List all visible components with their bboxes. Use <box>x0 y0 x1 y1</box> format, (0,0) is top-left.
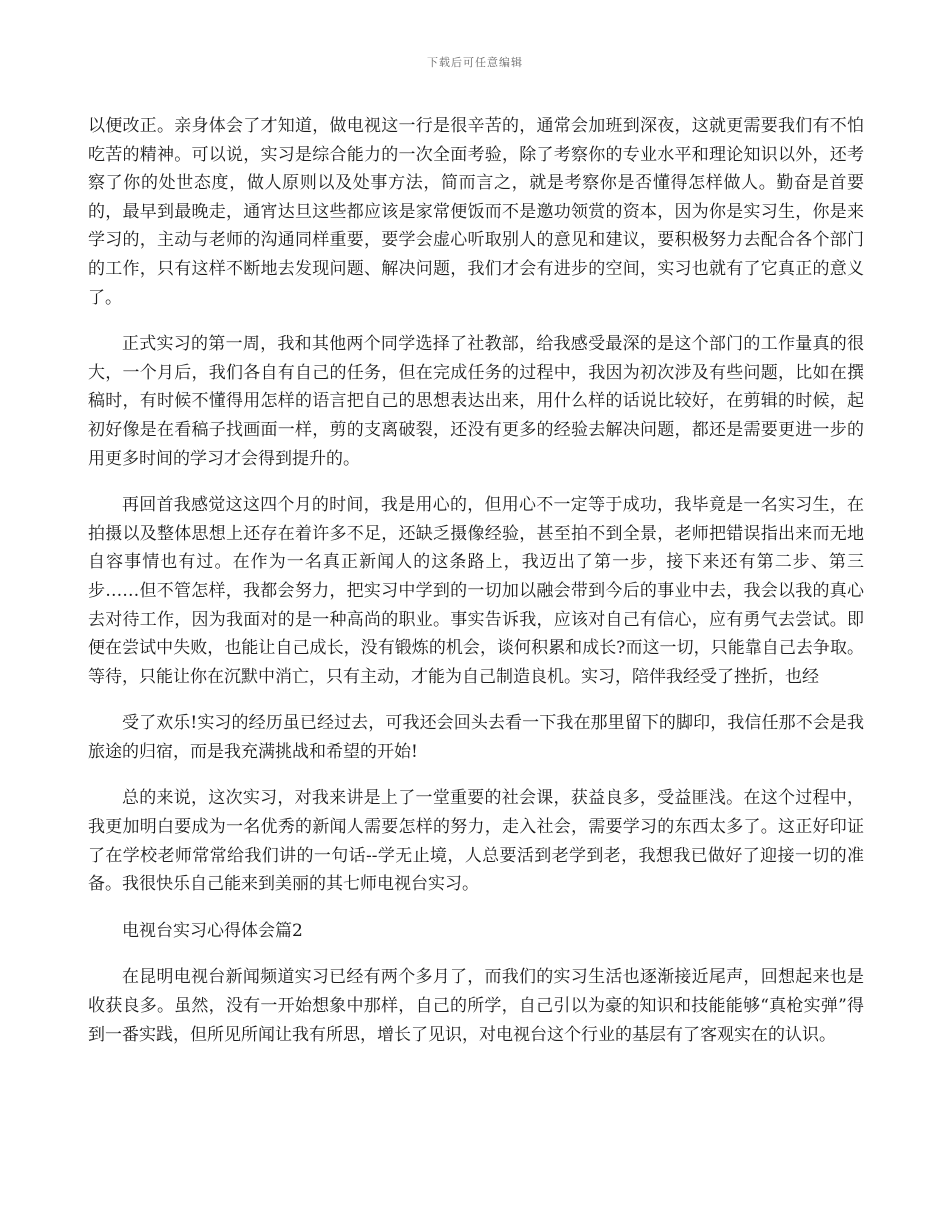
section-heading: 电视台实习心得体会篇2 <box>122 920 303 941</box>
paragraph-3: 再回首我感觉这这四个月的时间，我是用心的，但用心不一定等于成功，我毕竟是一名实习生，在拍摄以及整体思想上还存在着许多不足，还缺乏摄像经验，甚至拍不到全景，老师把错误指出来而无地自容事情也有过。在作为一名真正新闻人的这条路上，我迈出了第一步，接下来还有第二步、第三步……但不管怎样，我都会努力，把实习中学到的一切加以融会带到今后的事业中去，我会以我的真心去对待工作，因为我面对的是一种高尚的职业。事实告诉我，应该对自己有信心，应有勇气去尝试。即便在尝试中失败，也能让自己成长，没有锻炼的机会，谈何积累和成长?而这一切，只能靠自己去争取。等待，只能让你在沉默中消亡，只有主动，才能为自己制造良机。实习，陪伴我经受了挫折，也经 <box>88 495 864 687</box>
paragraph-2: 正式实习的第一周，我和其他两个同学选择了社教部，给我感受最深的是这个部门的工作量真的很大，一个月后，我们各自有自己的任务，但在完成任务的过程中，我因为初次涉及有些问题，比如在撰稿时，有时候不懂得用怎样的语言把自己的思想表达出来，用什么样的话说比较好，在剪辑的时候，起初好像是在看稿子找画面一样，剪的支离破裂，还没有更多的经验去解决问题，都还是需要更进一步的用更多时间的学习才会得到提升的。 <box>88 334 864 469</box>
paragraph-6: 在昆明电视台新闻频道实习已经有两个多月了，而我们的实习生活也逐渐接近尾声，回想起来也是收获良多。虽然，没有一开始想象中那样，自己的所学，自己引以为豪的知识和技能能够“真枪实弹”得到一番实践，但所见所闻让我有所思，增长了见识，对电视台这个行业的基层有了客观实在的认识。 <box>88 967 864 1045</box>
paragraph-1: 以便改正。亲身体会了才知道，做电视这一行是很辛苦的，通常会加班到深夜，这就更需要我们有不怕吃苦的精神。可以说，实习是综合能力的一次全面考验，除了考察你的专业水平和理论知识以外，还考察了你的处世态度，做人原则以及处事方法，简而言之，就是考察你是否懂得怎样做人。勤奋是首要的，最早到最晚走，通宵达旦这些都应该是家常便饭而不是邀功领赏的资本，因为你是实习生，你是来学习的，主动与老师的沟通同样重要，要学会虚心听取别人的意见和建议，要积极努力去配合各个部门的工作，只有这样不断地去发现问题、解决问题，我们才会有进步的空间，实习也就有了它真正的意义了。 <box>88 116 864 308</box>
page-header: 下载后可任意编辑 <box>427 56 523 69</box>
paragraph-5: 总的来说，这次实习，对我来讲是上了一堂重要的社会课，获益良多，受益匪浅。在这个过程中，我更加明白要成为一名优秀的新闻人需要怎样的努力，走入社会，需要学习的东西太多了。这正好印证了在学校老师常常给我们讲的一句话--学无止境，人总要活到老学到老，我想我已做好了迎接一切的准备。我很快乐自己能来到美丽的其七师电视台实习。 <box>88 788 864 895</box>
document-body <box>88 112 864 1067</box>
paragraph-4: 受了欢乐!实习的经历虽已经过去，可我还会回头去看一下我在那里留下的脚印，我信任那不会是我旅途的归宿，而是我充满挑战和希望的开始! <box>88 713 864 762</box>
